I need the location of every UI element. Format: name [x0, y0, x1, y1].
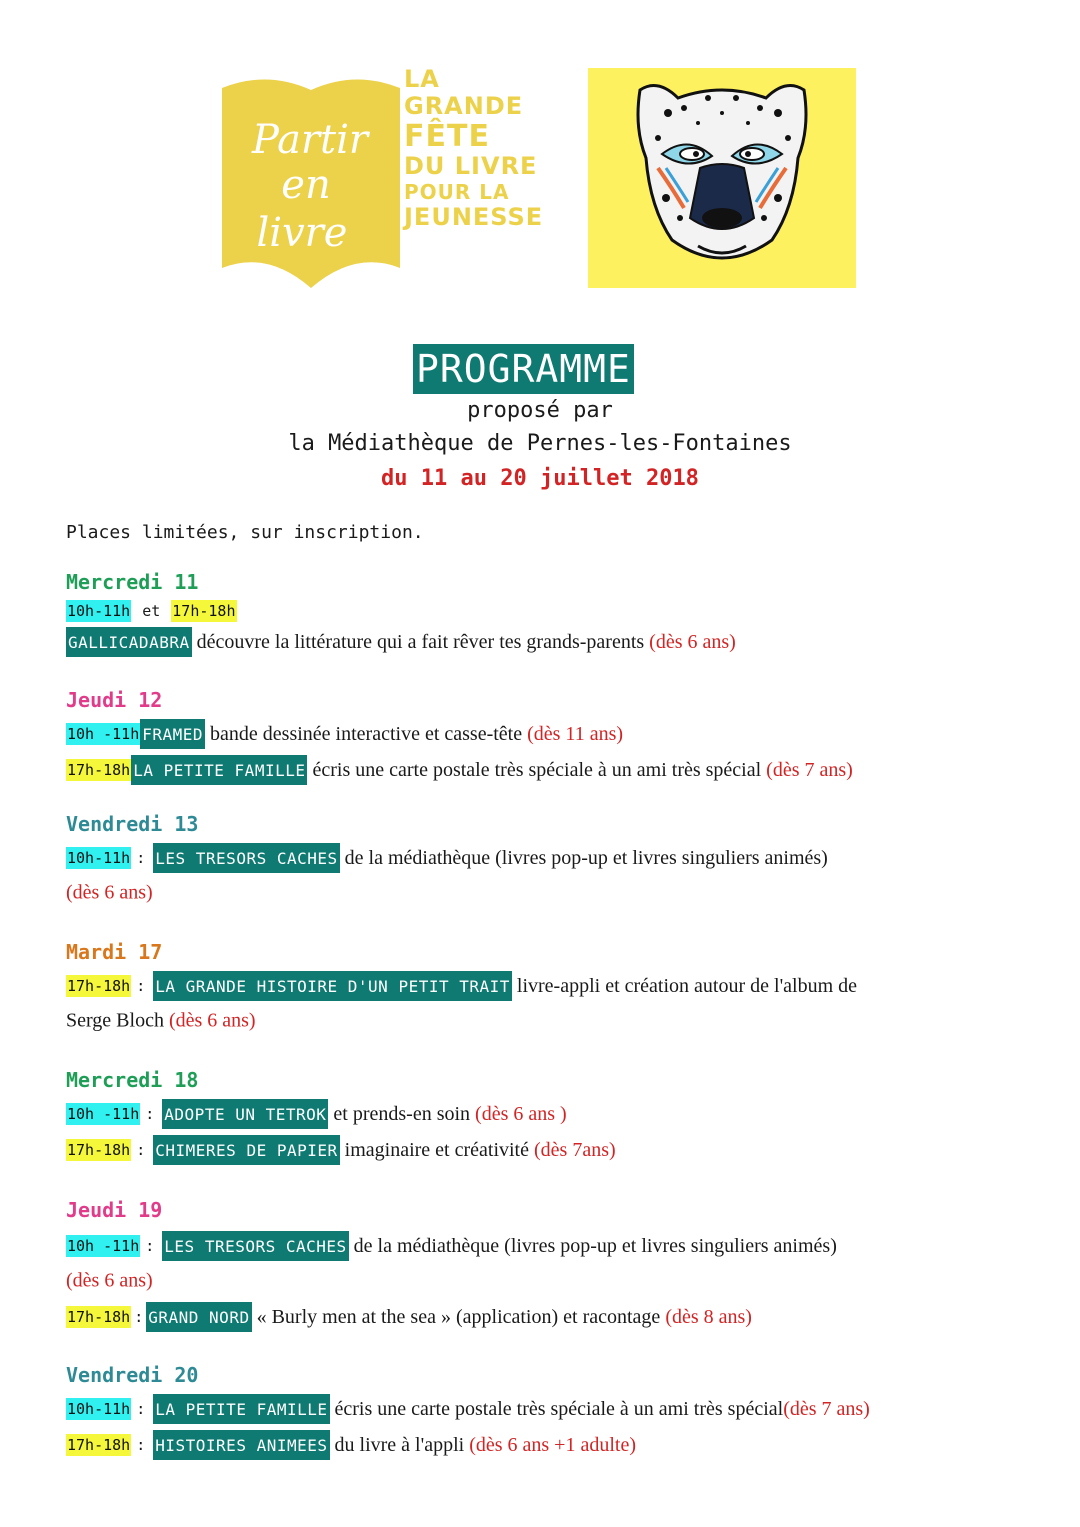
activity-line [66, 755, 853, 781]
activity-age: (dès 6 ans ) [475, 1103, 567, 1125]
day-heading: Jeudi 12 [66, 688, 163, 712]
time-slot: 10h -11h [67, 725, 140, 743]
time-slot: 17h-18h [172, 602, 236, 621]
time-slot: 17h-18h [67, 761, 131, 779]
partir-en-livre-logo [222, 68, 400, 288]
activity-title: LA PETITE FAMILLE [153, 1394, 329, 1424]
day-heading: Mercredi 11 [66, 570, 199, 594]
logo-brand-line-1: Partir [251, 117, 369, 163]
organizer: la Médiathèque de Pernes-les-Fontaines [288, 431, 792, 456]
time-slot: 17h-18h [67, 1436, 131, 1454]
activity-title: FRAMED [140, 719, 205, 749]
activity-description: écris une carte postale très spéciale à un ami très spécial [334, 1398, 784, 1420]
activity-title: LA GRANDE HISTOIRE D'UN PETIT TRAIT [153, 971, 512, 1001]
activity-age: (dès 6 ans +1 adulte) [469, 1434, 636, 1456]
activity-line [66, 719, 623, 745]
day-heading: Mardi 17 [66, 940, 163, 964]
activity-line [66, 1302, 752, 1328]
time-slot: 17h-18h [67, 1141, 131, 1159]
leopard-mask-illustration [588, 68, 856, 288]
activity-age: (dès 6 ans) [649, 631, 736, 653]
activity-description: découvre la littérature qui a fait rêver tes grands-parents [196, 631, 645, 653]
time-slot: 10h-11h [67, 849, 131, 867]
time-colon: : [136, 1141, 146, 1159]
day-heading: Mercredi 18 [66, 1068, 199, 1092]
activity-line [66, 1430, 636, 1456]
activity-age: (dès 6 ans) [66, 881, 153, 904]
time-colon: : [134, 1308, 144, 1326]
activity-description: de la médiathèque (livres pop-up et livres singuliers animés) [353, 1235, 837, 1257]
time-slot: 10h-11h [67, 602, 131, 621]
time-slot: 10h -11h [67, 1237, 140, 1255]
time-slot: 17h-18h [67, 977, 131, 995]
activity-description: du livre à l'appli [334, 1434, 465, 1456]
time-colon: : [145, 1237, 155, 1255]
logo-brand-line-2: en [281, 162, 331, 208]
activity-line [66, 1135, 616, 1161]
activity-age: (dès 6 ans) [168, 1009, 256, 1032]
activity-title: CHIMERES DE PAPIER [153, 1135, 339, 1165]
registration-notice: Places limitées, sur inscription. [66, 522, 424, 543]
time-slot: 17h-18h [67, 1308, 131, 1326]
activity-line [66, 1231, 837, 1257]
activity-title: LES TRESORS CACHES [153, 843, 339, 873]
activity-title: LA PETITE FAMILLE [131, 755, 307, 785]
activity-line-continued [66, 1266, 153, 1292]
activity-description: « Burly men at the sea » (application) et racontage [256, 1306, 661, 1328]
activity-age: (dès 7 ans) [766, 759, 853, 781]
day-heading: Vendredi 20 [66, 1363, 199, 1387]
time-colon: : [136, 849, 146, 867]
activity-description: écris une carte postale très spéciale à un ami très spécial [312, 759, 762, 781]
time-slot: 10h-11h [67, 1400, 131, 1418]
activity-age: (dès 8 ans) [665, 1306, 752, 1328]
page-title: PROGRAMME [413, 344, 634, 394]
activity-age: (dès 7 ans) [783, 1398, 870, 1420]
activity-description: de la médiathèque (livres pop-up et livres singuliers animés) [344, 847, 828, 869]
activity-description: imaginaire et créativité [344, 1139, 529, 1161]
activity-age: (dès 6 ans) [66, 1269, 153, 1292]
activity-title: HISTOIRES ANIMEES [153, 1430, 329, 1460]
activity-line-continued [66, 878, 153, 904]
activity-description-continued: Serge Bloch [66, 1009, 164, 1032]
activity-line [66, 971, 857, 997]
subtitle: proposé par [467, 398, 613, 423]
day-heading: Jeudi 19 [66, 1198, 163, 1222]
activity-age: (dès 7ans) [534, 1139, 616, 1161]
activity-title: GRAND NORD [146, 1302, 251, 1332]
logo-tagline: LA GRANDE FÊTE DU LIVRE POUR LA JEUNESSE [404, 65, 544, 231]
logo-brand-line-3: livre [256, 210, 348, 256]
activity-line [66, 1394, 870, 1420]
activity-description: livre-appli et création autour de l'album de [516, 975, 858, 997]
activity-title: LES TRESORS CACHES [162, 1231, 348, 1261]
time-colon: : [136, 1400, 146, 1418]
event-dates: du 11 au 20 juillet 2018 [381, 466, 699, 491]
activity-age: (dès 11 ans) [527, 723, 624, 745]
activity-line-continued [66, 1006, 256, 1032]
activity-line [66, 1099, 567, 1125]
activity-line [66, 843, 828, 869]
activity-title: ADOPTE UN TETROK [162, 1099, 328, 1129]
time-slot: 10h -11h [67, 1105, 140, 1123]
activity-description: et prends-en soin [333, 1103, 471, 1125]
day-heading: Vendredi 13 [66, 812, 199, 836]
time-colon: : [145, 1105, 155, 1123]
time-separator: et [142, 602, 161, 621]
schedule-times [66, 597, 237, 623]
activity-line [66, 627, 736, 653]
activity-description: bande dessinée interactive et casse-tête [210, 723, 523, 745]
activity-title: GALLICADABRA [66, 627, 192, 657]
time-colon: : [136, 977, 146, 995]
time-colon: : [136, 1436, 146, 1454]
